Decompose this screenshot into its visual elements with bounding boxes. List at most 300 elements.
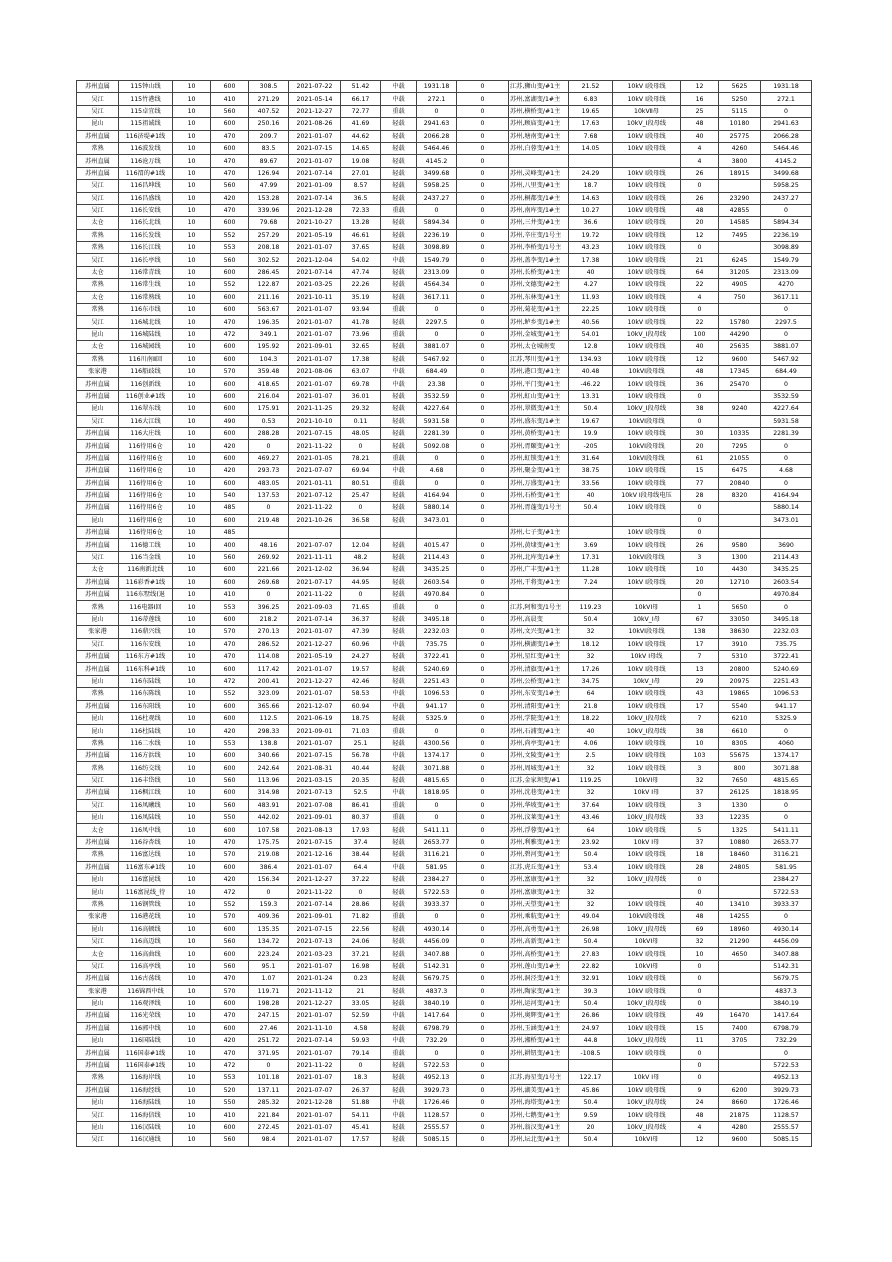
table-cell: 48 — [681, 118, 719, 130]
table-cell: 苏州直属 — [77, 465, 119, 477]
table-row — [77, 911, 812, 923]
table-cell: 3071.88 — [417, 762, 457, 774]
table-cell: 苏州,文陵变/#1主 — [509, 750, 569, 762]
table-cell: 苏州,横桥变/#1主 — [509, 105, 569, 117]
table-cell: 苏州,李桥变/1号主 — [509, 242, 569, 254]
table-cell: 600 — [211, 81, 249, 93]
table-cell: 2021-07-14 — [289, 613, 341, 625]
table-cell: 10 — [173, 180, 211, 192]
table-cell: 0 — [457, 688, 509, 700]
table-cell: 53.4 — [569, 861, 613, 873]
table-cell: 中载 — [381, 378, 417, 390]
table-cell: 600 — [211, 390, 249, 402]
table-cell: 2021-08-31 — [289, 762, 341, 774]
table-cell: 10kVⅠ母 — [613, 960, 681, 972]
table-cell: 苏州,高新变/#1主 — [509, 935, 569, 947]
table-cell: 2236.19 — [761, 229, 812, 241]
table-cell: 442.02 — [249, 812, 289, 824]
table-row — [77, 229, 812, 241]
table-cell: 2236.19 — [417, 229, 457, 241]
table-cell: 3532.59 — [417, 390, 457, 402]
table-cell — [569, 514, 613, 526]
table-cell: 684.49 — [417, 365, 457, 377]
table-cell: 286.45 — [249, 266, 289, 278]
table-cell: 10kV Ⅰ段母线 — [613, 242, 681, 254]
table-cell: 苏州,万盛变/#1主 — [509, 477, 569, 489]
table-cell: 17.63 — [569, 118, 613, 130]
table-cell: 4456.09 — [761, 935, 812, 947]
table-cell: 轻载 — [381, 291, 417, 303]
table-cell: 5722.53 — [417, 1059, 457, 1071]
table-cell: 3.69 — [569, 539, 613, 551]
table-cell: 0 — [457, 1047, 509, 1059]
table-cell: 0 — [457, 192, 509, 204]
table-cell: 苏州,桐都变/1#主 — [509, 192, 569, 204]
table-row — [77, 105, 812, 117]
table-cell: 14.05 — [569, 142, 613, 154]
table-cell: 0 — [417, 911, 457, 923]
table-cell: 3 — [681, 762, 719, 774]
table-cell: 116待用6仓 — [119, 489, 173, 501]
table-cell: 600 — [211, 564, 249, 576]
table-cell: 苏州,浮蓉变/#1主 — [509, 824, 569, 836]
table-cell: 485 — [211, 502, 249, 514]
table-cell: 308.5 — [249, 81, 289, 93]
table-cell: 江苏,狮山变/#1主 — [509, 81, 569, 93]
table-cell: 6798.79 — [417, 1022, 457, 1034]
table-cell: 0 — [457, 551, 509, 563]
table-cell: 116凤曦线 — [119, 799, 173, 811]
table-cell: 2021-11-22 — [289, 440, 341, 452]
table-cell: 38 — [681, 725, 719, 737]
table-cell: 苏州,金城变/#1主 — [509, 328, 569, 340]
table-cell: 116港花线 — [119, 911, 173, 923]
table-cell: 7295 — [719, 440, 761, 452]
table-cell: 3690 — [761, 539, 812, 551]
table-cell: 0 — [341, 440, 381, 452]
table-row — [77, 489, 812, 501]
table-cell: 轻载 — [381, 712, 417, 724]
table-cell: 10 — [173, 737, 211, 749]
table-cell: 中载 — [381, 700, 417, 712]
table-cell: 420 — [211, 465, 249, 477]
table-cell: 36.58 — [341, 514, 381, 526]
table-cell: 轻载 — [381, 960, 417, 972]
table-cell: 5085.15 — [761, 1134, 812, 1146]
table-cell: 116波发线 — [119, 142, 173, 154]
table-cell: 209.7 — [249, 130, 289, 142]
table-row — [77, 465, 812, 477]
table-cell: 732.29 — [417, 1035, 457, 1047]
table-cell: 138.8 — [249, 737, 289, 749]
table-cell: 470 — [211, 1047, 249, 1059]
table-cell: 0 — [681, 997, 719, 1009]
table-row — [77, 427, 812, 439]
table-cell: 50.4 — [569, 502, 613, 514]
table-cell: 116城陆线 — [119, 328, 173, 340]
table-cell: 10 — [173, 477, 211, 489]
table-cell: 18960 — [719, 923, 761, 935]
table-row — [77, 1134, 812, 1146]
table-cell: 0 — [457, 1084, 509, 1096]
table-row — [77, 551, 812, 563]
table-cell: 2232.03 — [417, 626, 457, 638]
table-cell: 10 — [173, 217, 211, 229]
table-cell: 45.86 — [569, 1084, 613, 1096]
table-cell: 5894.34 — [761, 217, 812, 229]
table-cell: 600 — [211, 948, 249, 960]
table-cell: 2021-10-27 — [289, 217, 341, 229]
table-cell: 苏州,南库变/1#主 — [509, 204, 569, 216]
table-cell: 轻载 — [381, 849, 417, 861]
table-cell: 苏州直属 — [77, 427, 119, 439]
table-cell: 2021-03-15 — [289, 774, 341, 786]
table-cell: 156.34 — [249, 874, 289, 886]
table-cell: 昆山 — [77, 514, 119, 526]
table-cell: 5880.14 — [761, 502, 812, 514]
table-cell: 116待用6仓 — [119, 452, 173, 464]
table-cell: 472 — [211, 675, 249, 687]
table-cell: 137.11 — [249, 1084, 289, 1096]
table-cell: 5142.31 — [417, 960, 457, 972]
table-cell: 昆山 — [77, 1097, 119, 1109]
table-cell: 2021-11-11 — [289, 551, 341, 563]
table-cell: 219.08 — [249, 849, 289, 861]
table-cell: 600 — [211, 861, 249, 873]
table-cell: 0 — [417, 477, 457, 489]
table-cell: 552 — [211, 688, 249, 700]
table-cell: 2021-09-01 — [289, 341, 341, 353]
table-row — [77, 663, 812, 675]
table-cell: 0 — [457, 254, 509, 266]
table-cell: 苏州直属 — [77, 130, 119, 142]
table-cell: 19.9 — [569, 427, 613, 439]
table-cell: 苏州直属 — [77, 750, 119, 762]
table-cell: 吴江 — [77, 638, 119, 650]
table-cell: 苏州,胥蓬变/1号主 — [509, 502, 569, 514]
table-cell: 轻载 — [381, 774, 417, 786]
table-cell: 553 — [211, 1072, 249, 1084]
table-cell: 轻载 — [381, 217, 417, 229]
table-cell: 0 — [681, 242, 719, 254]
table-cell: 苏州,太仓城南变 — [509, 341, 569, 353]
table-cell: 0 — [457, 328, 509, 340]
table-cell: 469.27 — [249, 452, 289, 464]
table-cell: 12235 — [719, 812, 761, 824]
table-cell: 5115 — [719, 105, 761, 117]
table-cell: 5325.9 — [761, 712, 812, 724]
table-cell: 轻载 — [381, 390, 417, 402]
table-row — [77, 650, 812, 662]
table-cell: 3499.68 — [417, 167, 457, 179]
table-cell: 吴江 — [77, 105, 119, 117]
table-cell: 9600 — [719, 353, 761, 365]
table-cell: 2021-07-14 — [289, 266, 341, 278]
table-cell: 735.75 — [761, 638, 812, 650]
table-cell: 2297.5 — [417, 316, 457, 328]
table-cell: 36.5 — [341, 192, 381, 204]
table-cell: 79.68 — [249, 217, 289, 229]
table-cell: 10kV Ⅰ段母线 — [613, 663, 681, 675]
table-cell: 苏州直属 — [77, 1084, 119, 1096]
table-cell: 1128.57 — [761, 1109, 812, 1121]
table-cell: 27.83 — [569, 948, 613, 960]
table-cell: 560 — [211, 180, 249, 192]
table-cell: 轻载 — [381, 180, 417, 192]
table-cell: 560 — [211, 254, 249, 266]
table-cell: 昆山 — [77, 886, 119, 898]
table-cell: 10kV_Ⅰ段母线 — [613, 328, 681, 340]
table-cell: 2021-07-07 — [289, 539, 341, 551]
table-cell: 116汉通线 — [119, 1134, 173, 1146]
table-cell: 570 — [211, 985, 249, 997]
table-cell: 轻载 — [381, 874, 417, 886]
table-cell: 116二水线 — [119, 737, 173, 749]
table-cell: 115竹港线 — [119, 93, 173, 105]
table-row — [77, 452, 812, 464]
table-cell: 重载 — [381, 304, 417, 316]
table-cell: 10 — [173, 799, 211, 811]
table-cell: 2021-05-19 — [289, 229, 341, 241]
table-cell: 116待用6仓 — [119, 477, 173, 489]
table-cell: 10 — [173, 539, 211, 551]
table-cell: 2941.63 — [761, 118, 812, 130]
table-cell: 苏州直属 — [77, 1010, 119, 1022]
table-cell: 40 — [681, 341, 719, 353]
table-cell: 116海信线 — [119, 1109, 173, 1121]
table-cell: 17.38 — [569, 254, 613, 266]
table-cell: 苏州直属 — [77, 539, 119, 551]
table-cell — [613, 886, 681, 898]
table-cell: 1549.79 — [761, 254, 812, 266]
table-cell: 36 — [681, 378, 719, 390]
table-cell: 7495 — [719, 229, 761, 241]
table-cell: 24805 — [719, 861, 761, 873]
table-cell: 常熟 — [77, 737, 119, 749]
table-cell: 2437.27 — [761, 192, 812, 204]
table-cell: 600 — [211, 824, 249, 836]
table-cell: 257.29 — [249, 229, 289, 241]
table-cell: 4970.84 — [417, 589, 457, 601]
table-cell: 39.3 — [569, 985, 613, 997]
table-cell: 1818.95 — [417, 787, 457, 799]
table-cell: 339.96 — [249, 204, 289, 216]
table-cell: 10 — [173, 514, 211, 526]
table-row — [77, 935, 812, 947]
table-cell: 6.83 — [569, 93, 613, 105]
table-cell: 2021-12-27 — [289, 675, 341, 687]
table-cell: 2021-01-24 — [289, 973, 341, 985]
table-cell: 轻载 — [381, 886, 417, 898]
table-cell: 0 — [457, 935, 509, 947]
table-cell: 4815.65 — [417, 774, 457, 786]
table-cell: 242.64 — [249, 762, 289, 774]
table-cell: 5958.25 — [761, 180, 812, 192]
table-cell: 0 — [249, 589, 289, 601]
table-cell: 苏州直属 — [77, 1047, 119, 1059]
table-cell: 116渭的#1线 — [119, 167, 173, 179]
table-cell — [509, 589, 569, 601]
table-cell: 中载 — [381, 93, 417, 105]
table-cell: 苏州,利雅变/#1主 — [509, 836, 569, 848]
table-cell: 重载 — [381, 725, 417, 737]
table-cell: 72.77 — [341, 105, 381, 117]
table-cell: 1096.53 — [761, 688, 812, 700]
table-cell: 37 — [681, 787, 719, 799]
table-cell: 3116.21 — [417, 849, 457, 861]
table-cell: 54.11 — [341, 1109, 381, 1121]
table-cell: 26 — [681, 167, 719, 179]
table-cell: 10 — [173, 489, 211, 501]
table-cell: 2021-11-22 — [289, 589, 341, 601]
table-cell: 10kV Ⅰ段母线 — [613, 576, 681, 588]
table-cell: 116常熟线 — [119, 291, 173, 303]
table-cell: 1931.18 — [417, 81, 457, 93]
table-cell: 轻载 — [381, 1134, 417, 1146]
table-cell: 苏州,高晨变 — [509, 613, 569, 625]
table-cell: 苏州直属 — [77, 81, 119, 93]
table-cell: 221.84 — [249, 1109, 289, 1121]
table-cell: 32 — [569, 787, 613, 799]
table-row — [77, 81, 812, 93]
table-cell: 37.64 — [569, 799, 613, 811]
table-cell: 0 — [457, 675, 509, 687]
table-cell: 134.93 — [569, 353, 613, 365]
table-cell: 116船歧线 — [119, 365, 173, 377]
table-cell: 吴江 — [77, 774, 119, 786]
table-cell: 1417.64 — [761, 1010, 812, 1022]
table-cell: 轻载 — [381, 1059, 417, 1071]
table-cell: 66.17 — [341, 93, 381, 105]
table-cell: 2251.43 — [417, 675, 457, 687]
table-cell: 吴江 — [77, 192, 119, 204]
table-cell: 中载 — [381, 1097, 417, 1109]
table-cell: 重载 — [381, 911, 417, 923]
table-cell: 2114.43 — [761, 551, 812, 563]
table-row — [77, 1022, 812, 1034]
table-cell: 10kVⅠ段母线 — [613, 626, 681, 638]
table-cell: 340.66 — [249, 750, 289, 762]
table-cell: 95.1 — [249, 960, 289, 972]
table-cell: 0 — [681, 1059, 719, 1071]
table-cell: 苏州,盛东变/1#主 — [509, 415, 569, 427]
table-cell: 10kV_Ⅰ段母线 — [613, 403, 681, 415]
table-cell: 117.42 — [249, 663, 289, 675]
table-cell: 16470 — [719, 1010, 761, 1022]
table-cell: 553 — [211, 737, 249, 749]
table-row — [77, 192, 812, 204]
table-cell: 苏州,石桥变/#1主 — [509, 489, 569, 501]
table-cell: 400 — [211, 539, 249, 551]
table-cell: 苏州,清旗变/#1主 — [509, 663, 569, 675]
table-cell: 10kVⅠ段母线 — [613, 415, 681, 427]
table-cell: 71.82 — [341, 911, 381, 923]
table-cell: 40 — [569, 725, 613, 737]
table-cell: 常熟 — [77, 849, 119, 861]
table-cell: 苏州,清阳变/#1主 — [509, 700, 569, 712]
table-cell: 26125 — [719, 787, 761, 799]
table-cell: 116谷杏线 — [119, 836, 173, 848]
table-cell: 2021-07-22 — [289, 81, 341, 93]
table-cell: 苏州,湘桥变/#1主 — [509, 1035, 569, 1047]
table-cell: 8320 — [719, 489, 761, 501]
table-cell: 江苏,虎丘变/#1主 — [509, 861, 569, 873]
table-cell: 0 — [457, 997, 509, 1009]
table-cell: 7 — [681, 712, 719, 724]
table-cell: 轻载 — [381, 353, 417, 365]
table-cell — [719, 886, 761, 898]
table-cell: 轻载 — [381, 650, 417, 662]
table-cell: 271.29 — [249, 93, 289, 105]
table-cell: 0 — [249, 886, 289, 898]
table-cell: 36.01 — [341, 390, 381, 402]
table-cell: 50.4 — [569, 935, 613, 947]
table-cell: 116昌盛线 — [119, 192, 173, 204]
table-cell: 600 — [211, 118, 249, 130]
table-cell: 116凤中线 — [119, 824, 173, 836]
table-cell: 7.68 — [569, 130, 613, 142]
table-cell: 苏州,高桥变/#1主 — [509, 948, 569, 960]
table-cell: 昆山 — [77, 1121, 119, 1133]
table-cell: 18915 — [719, 167, 761, 179]
table-cell: 38 — [681, 403, 719, 415]
table-cell: 苏州,北库变/1#主 — [509, 551, 569, 563]
table-cell: 昆山 — [77, 923, 119, 935]
table-cell: 0 — [457, 725, 509, 737]
table-cell: 2021-03-25 — [289, 279, 341, 291]
table-cell: 2653.77 — [417, 836, 457, 848]
table-cell: 600 — [211, 663, 249, 675]
table-cell: 600 — [211, 452, 249, 464]
table-cell: 苏州,鲈乡变/1#主 — [509, 316, 569, 328]
table-cell: 22.82 — [569, 960, 613, 972]
table-cell: 轻载 — [381, 341, 417, 353]
table-cell: 298.33 — [249, 725, 289, 737]
table-cell: 116富昆线_待 — [119, 886, 173, 898]
table-cell: 3933.37 — [761, 898, 812, 910]
table-row — [77, 93, 812, 105]
table-cell: 苏州直属 — [77, 836, 119, 848]
table-cell: 10kV_Ⅰ段母线 — [613, 1035, 681, 1047]
table-cell: 太仓 — [77, 291, 119, 303]
table-cell: 735.75 — [417, 638, 457, 650]
table-cell: 吴江 — [77, 204, 119, 216]
table-cell: 3532.59 — [761, 390, 812, 402]
table-cell: 48.2 — [341, 551, 381, 563]
table-row — [77, 365, 812, 377]
table-cell: 苏州,文兴变/#1主 — [509, 626, 569, 638]
table-cell: 2021-07-17 — [289, 576, 341, 588]
table-cell: 25635 — [719, 341, 761, 353]
table-cell: 10 — [173, 1035, 211, 1047]
table-cell: 19.65 — [569, 105, 613, 117]
table-cell: 苏州,八里变/#1主 — [509, 180, 569, 192]
table-cell: 24.06 — [341, 935, 381, 947]
table-cell: 3435.25 — [417, 564, 457, 576]
table-cell: 560 — [211, 799, 249, 811]
table-cell: 5085.15 — [417, 1134, 457, 1146]
table-cell: 349.1 — [249, 328, 289, 340]
table-cell: 苏州,乘航变/#1主 — [509, 911, 569, 923]
table-cell: 44290 — [719, 328, 761, 340]
table-cell: 昆山 — [77, 725, 119, 737]
table-cell: 22.56 — [341, 923, 381, 935]
table-cell: 轻载 — [381, 935, 417, 947]
table-cell: 2555.57 — [417, 1121, 457, 1133]
table-cell: 10 — [173, 675, 211, 687]
table-cell: 吴江 — [77, 1109, 119, 1121]
table-cell: 19865 — [719, 688, 761, 700]
